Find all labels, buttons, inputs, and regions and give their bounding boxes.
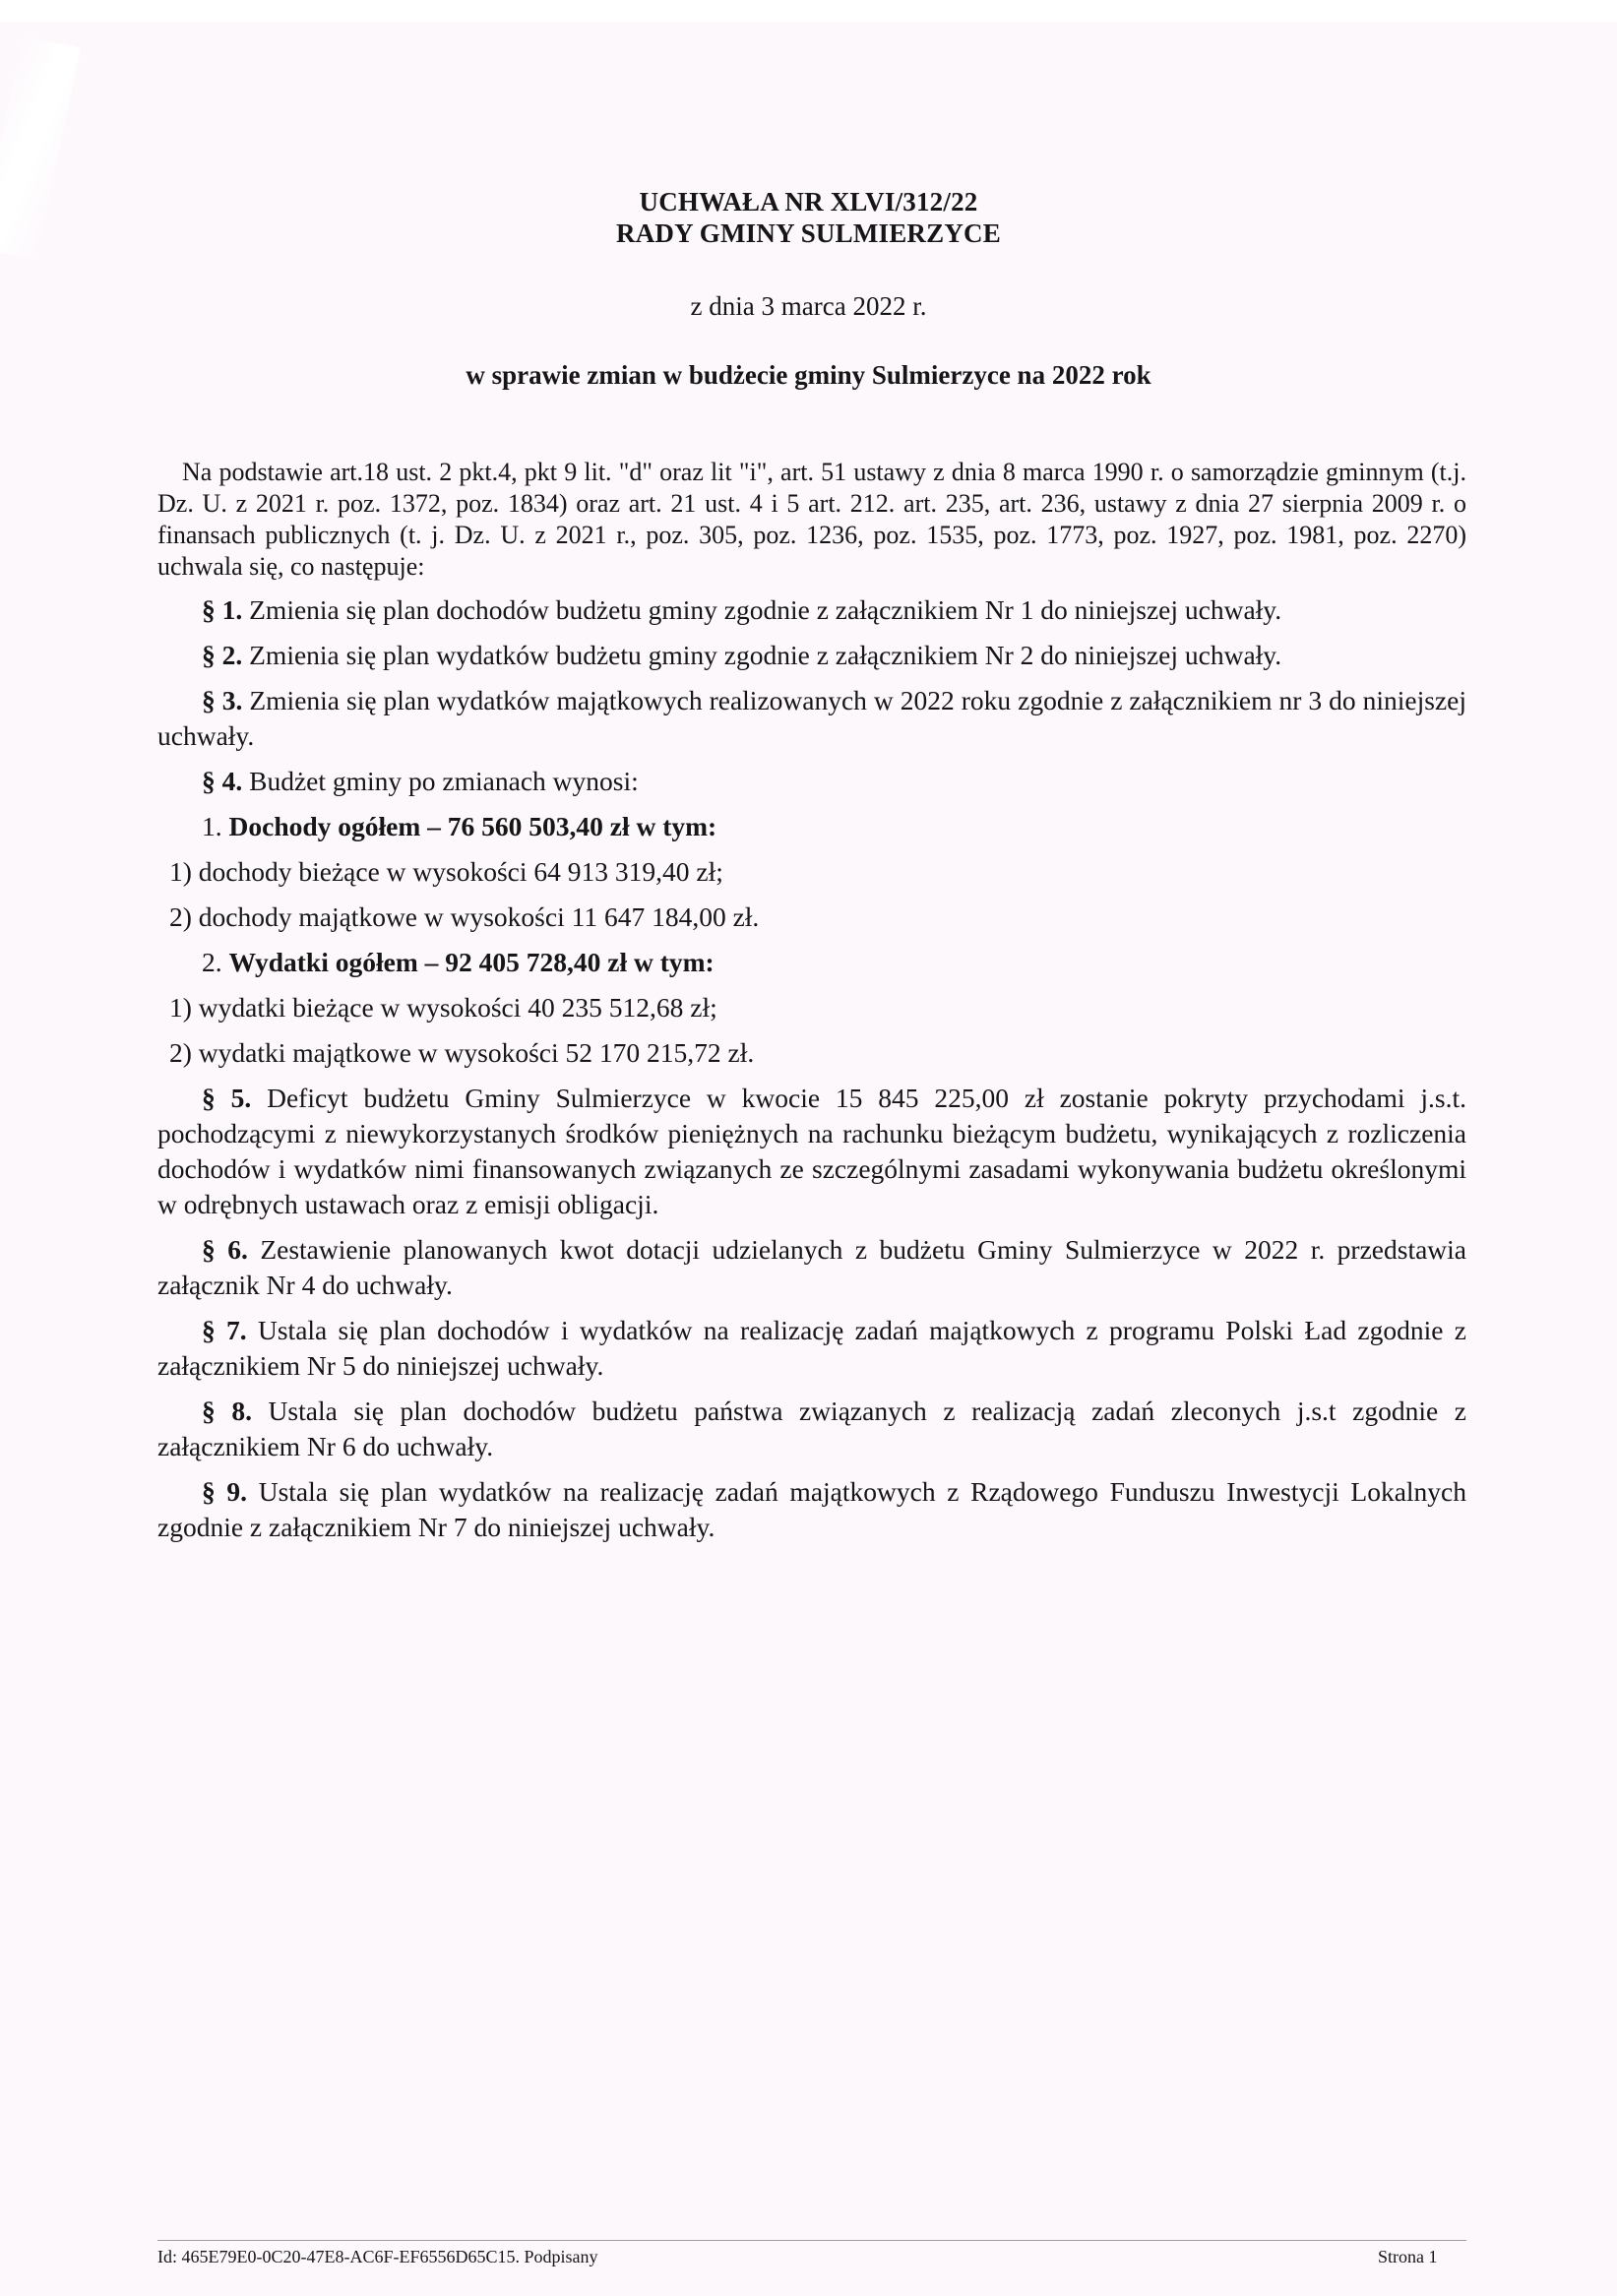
document-id: Id: 465E79E0-0C20-47E8-AC6F-EF6556D65C15. Podpisany (157, 2247, 598, 2266)
paragraph-number: § 1. (202, 594, 243, 625)
income-item-current: 1) dochody bieżące w wysokości 64 913 319,40 zł; (169, 856, 723, 887)
paragraph-text: Deficyt budżetu Gminy Sulmierzyce w kwocie 15 845 225,00 zł zostanie pokryty przychodami j.s.t. pochodzącymi z niewykorzystanych środków pieniężnych na rachunku bieżącym budżetu, wynikających z rozliczenia dochodów i wydatków nimi finansowanych związanych ze szczególnymi zasadami wykonywania budżetu określonymi w odrębnych ustawach oraz z emisji obligacji. (157, 1083, 1467, 1219)
paragraph-text: Budżet gminy po zmianach wynosi: (242, 766, 639, 796)
paragraph-text: Zestawienie planowanych kwot dotacji udzielanych z budżetu Gminy Sulmierzyce w 2022 r. przedstawia załącznik Nr 4 do uchwały. (157, 1234, 1467, 1300)
paragraph-text: Zmienia się plan wydatków budżetu gminy zgodnie z załącznikiem Nr 2 do niniejszej uchwały. (242, 640, 1282, 670)
paragraph-number: § 6. (202, 1234, 248, 1265)
expense-total (157, 945, 1466, 980)
council-name: RADY GMINY SULMIERZYCE (616, 218, 1001, 248)
resolution-subject: w sprawie zmian w budżecie gminy Sulmierzyce na 2022 rok (466, 360, 1151, 390)
paragraph-1 (157, 592, 1466, 628)
expense-item-capital: 2) wydatki majątkowe w wysokości 52 170 215,72 zł. (169, 1037, 755, 1068)
paragraph-7 (157, 1313, 1466, 1384)
paragraph-4 (157, 764, 1466, 799)
scan-edge (0, 0, 1617, 22)
preamble: Na podstawie art.18 ust. 2 pkt.4, pkt 9 lit. "d" oraz lit "i", art. 51 ustawy z dnia 8 marca 1990 r. o samorządzie gminnym (t.j. Dz. U. z 2021 r. poz. 1372, poz. 1834) oraz art. 21 ust. 4 i 5 art. 212. art. 235, art. 236, ustawy z dnia 27 sierpnia 2009 r. o finansach publicznych (t. j. Dz. U. z 2021 r., poz. 305, poz. 1236, poz. 1535, poz. 1773, poz. 1927, poz. 1981, poz. 2270) uchwala się, co następuje: (157, 458, 1466, 581)
footer-divider (157, 2240, 1466, 2241)
document-body (157, 457, 1466, 1545)
paragraph-text: Zmienia się plan dochodów budżetu gminy zgodnie z załącznikiem Nr 1 do niniejszej uchwały. (242, 594, 1282, 625)
paragraph-number: § 8. (202, 1396, 252, 1426)
paragraph-5 (157, 1081, 1466, 1222)
page-number: Strona 1 (1378, 2247, 1438, 2266)
resolution-date: z dnia 3 marca 2022 r. (690, 291, 927, 321)
paragraph-3 (157, 683, 1466, 754)
paragraph-number: § 9. (202, 1476, 248, 1507)
paragraph-6 (157, 1232, 1466, 1303)
expense-prefix: 2. (202, 947, 229, 977)
paragraph-text: Zmienia się plan wydatków majątkowych realizowanych w 2022 roku zgodnie z załącznikiem nr 3 do niniejszej uchwały. (157, 685, 1466, 751)
income-prefix: 1. (202, 811, 229, 841)
paragraph-9 (157, 1474, 1466, 1545)
resolution-title: UCHWAŁA NR XLVI/312/22 (639, 187, 978, 217)
paragraph-8 (157, 1394, 1466, 1464)
expense-total-text: Wydatki ogółem – 92 405 728,40 zł w tym: (228, 947, 715, 977)
paragraph-number: § 2. (202, 640, 243, 670)
expense-item-current: 1) wydatki bieżące w wysokości 40 235 512,68 zł; (169, 992, 717, 1023)
paragraph-2 (157, 638, 1466, 673)
paragraph-number: § 4. (202, 766, 243, 796)
paragraph-number: § 3. (202, 685, 243, 715)
paragraph-text: Ustala się plan dochodów i wydatków na realizację zadań majątkowych z programu Polski Ład zgodnie z załącznikiem Nr 5 do niniejszej uchwały. (157, 1315, 1466, 1381)
paragraph-number: § 5. (202, 1083, 252, 1113)
paragraph-text: Ustala się plan dochodów budżetu państwa związanych z realizacją zadań zleconych j.s.t zgodnie z załącznikiem Nr 6 do uchwały. (157, 1396, 1467, 1461)
income-total-text: Dochody ogółem – 76 560 503,40 zł w tym: (228, 811, 717, 841)
paragraph-text: Ustala się plan wydatków na realizację zadań majątkowych z Rządowego Funduszu Inwestycji Lokalnych zgodnie z załącznikiem Nr 7 do niniejszej uchwały. (157, 1476, 1466, 1542)
paragraph-number: § 7. (202, 1315, 247, 1345)
income-total (157, 809, 1466, 844)
income-item-capital: 2) dochody majątkowe w wysokości 11 647 184,00 zł. (169, 901, 760, 932)
